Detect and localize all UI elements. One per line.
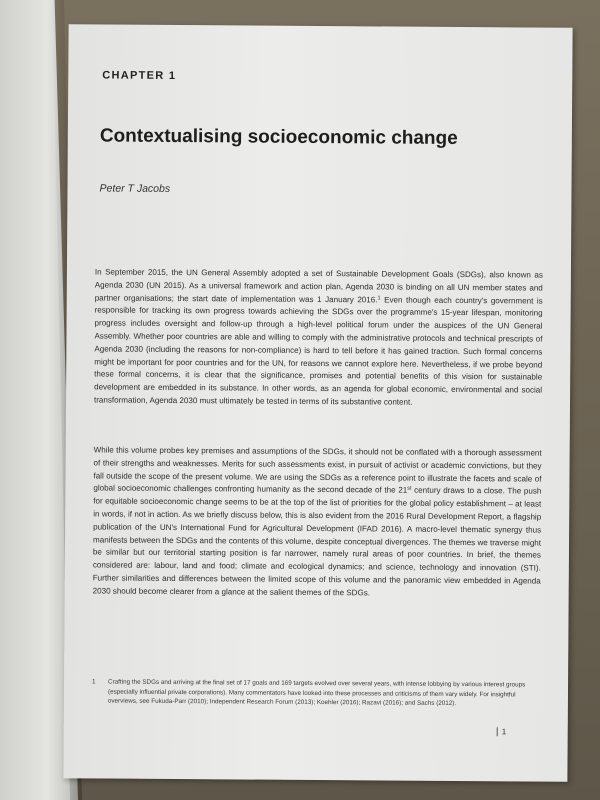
paragraph-2-text: While this volume probes key premises and assumptions of the SDGs, it should not be conflated with a thorough assessment of their strengths and weaknesses. Merits for such assessments exist, in pursuit of activist or academic convictions, but they fall outside the scope of the present volume. We are using the SDGs as a reference point to illustrate the facets and scale of global socioeconomic challenges confronting humanity as the second decade of the 21 [93, 445, 542, 496]
paragraph-1 [94, 266, 543, 410]
footnote [92, 677, 532, 709]
footnote-number: 1 [92, 678, 96, 686]
author-name: Peter T Jacobs [99, 182, 171, 195]
book-page [63, 24, 572, 782]
ordinal-superscript: st [407, 486, 412, 493]
footnote-ref-1: 1 [377, 295, 381, 302]
paragraph-1-text-cont: Even though each country's government is responsible for tracking its own progress towards achieving the SDGs over the programme's 15-year lifespan, monitoring progress includes oversight and follow-up through a high-level political forum under the auspices of the UN General Assembly. Whether poor countries are able and willing to comply with the administrative protocols and technical prescripts of Agenda 2030 (including the reasons for non-compliance) is hard to tell before it has gained traction. Such formal concerns might be important for poor countries and for the UN, for reasons we cannot explore here. Nevertheless, if we probe beyond these formal concerns, it is clear that the significance, promises and potential benefits of this vision for sustainable development are embedded in its substance. In other words, as an agenda for global economic, environmental and social transformation, Agenda 2030 must ultimately be tested in terms of its substantive content. [93, 295, 543, 407]
paragraph-2 [93, 444, 542, 601]
paragraph-1-text: In September 2015, the UN General Assembly adopted a set of Sustainable Development Goals (SDGs), also known as Agenda 2030 (UN 2015). As a universal framework and action plan, Agenda 2030 is binding on all UN member states and partner organisations; the start date of implementation was 1 January 2016. [94, 267, 543, 305]
chapter-label: CHAPTER 1 [102, 69, 177, 83]
paragraph-2-text-cont: century draws to a close. The push for equitable socioeconomic change seems to be at the top of the list of priorities for the global policy establishment – at least in words, if not in action. As we briefly discuss below, this is also evident from the 2016 Rural Development Report, a flagship publication of the UN's International Fund for Agricultural Development (IFAD 2016). A macro-level thematic synergy thus manifests between the SDGs and the contents of this volume, despite conceptual divergences. The themes we traverse might be similar but our territorial starting position is far narrower, namely rural areas of poor countries. In brief, the themes considered are: labour, land and food; climate and ecological dynamics; and science, technology and innovation (STI). Further similarities and differences between the limited scope of this volume and the panoramic view embedded in Agenda 2030 should become clearer from a glance at the salient themes of the SDGs. [92, 486, 542, 598]
page-number: 1 [497, 727, 507, 736]
chapter-title: Contextualising socioeconomic change [99, 125, 458, 149]
footnote-text: Crafting the SDGs and arriving at the final set of 17 goals and 169 targets evolved over several years, with intense lobbying by various interest groups (especially influential private corporations). Many commentators have looked into these processes and criticisms of them vary widely. For insightful overviews, see Fukuda-Parr (2010); Independent Research Forum (2013); Koehler (2016); Razavi (2016); and Sachs (2012). [107, 678, 526, 708]
